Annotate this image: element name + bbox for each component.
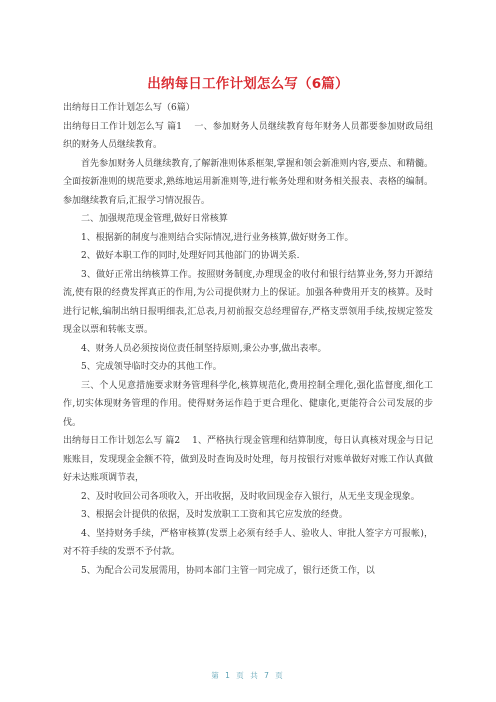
paragraph: 2、及时收回公司各项收入，开出收据，及时收回现金存入银行，从无坐支现金现象。	[81, 491, 420, 502]
document-body	[63, 99, 433, 580]
paragraph: 出纳每日工作计划怎么写 篇2 1、严格执行现金管理和结算制度，每日认真核对现金与日记账账目，发现现金金额不符，做到及时查询及时处理，每月按银行对账单做好对账工作认真做好未达账项调节表，	[63, 436, 433, 483]
paragraph: 1、根据新的制度与准则结合实际情况,进行业务核算,做好财务工作。	[81, 232, 354, 243]
paragraph: 5、完成领导临时交办的其他工作。	[81, 362, 222, 372]
paragraph: 出纳每日工作计划怎么写 篇1 一、参加财务人员继续教育每年财务人员都要参加财政局组织的财务人员继续教育。	[63, 121, 433, 150]
paragraph: 三、个人见意措施要求财务管理科学化,核算规范化,费用控制全理化,强化监督度,细化工作,切实体现财务管理的作用。使得财务运作趋于更合理化、健康化,更能符合公司发展的步伐。	[63, 380, 433, 428]
paragraph: 首先参加财务人员继续教育,了解新准则体系框架,掌握和领会新准则内容,要点、和精髓。全面按新准则的规范要求,熟练地运用新准则等,进行帐务处理和财务相关报表、表格的编制。参加继续教育后,汇报学习情况报告。	[63, 158, 433, 206]
page-footer: 第 1 页 共 7 页	[211, 671, 285, 680]
paragraph: 二、加强规范现金管理,做好日常核算	[81, 214, 228, 224]
paragraph: 2、做好本职工作的同时,处理好同其他部门的协调关系.	[81, 251, 300, 261]
document-title: 出纳每日工作计划怎么写（6篇）	[147, 76, 349, 92]
paragraph: 出纳每日工作计划怎么写（6篇）	[63, 103, 195, 113]
paragraph: 3、做好正常出纳核算工作。按照财务制度,办理现金的收付和银行结算业务,努力开源结流,使有限的经费发挥真正的作用,为公司提供财力上的保证。加强各种费用开支的核算。及时进行记帐,编制出纳日报明细表,汇总表,月初前报交总经理留存,严格支票领用手续,按规定签发现金以票和转帐支票。	[63, 269, 433, 335]
paragraph: 4、坚持财务手续，严格审核算(发票上必须有经手人、验收人、审批人签字方可报帐)，对不符手续的发票不予付款。	[63, 528, 433, 557]
paragraph: 4、财务人员必须按岗位责任制坚持原则,秉公办事,做出表率。	[81, 343, 327, 354]
paragraph: 3、根据会计提供的依据，及时发放职工工资和其它应发放的经费。	[81, 510, 348, 520]
paragraph: 5、为配合公司发展需用，协同本部门主管一同完成了，银行还货工作，以	[81, 565, 375, 576]
